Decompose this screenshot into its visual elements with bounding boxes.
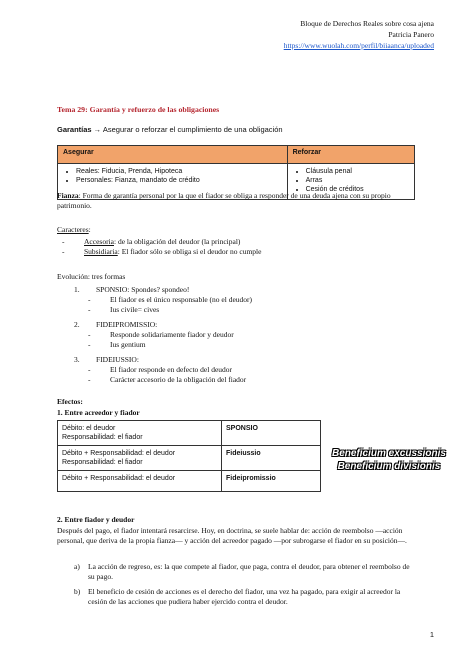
caracter-term: Subsidiaria — [84, 246, 118, 256]
list-item: Responde solidariamente fiador y deudor — [110, 329, 234, 339]
table-row — [58, 446, 321, 471]
garantias-line — [57, 125, 283, 135]
caracteres-list — [62, 237, 261, 257]
table-cell-type: SPONSIO — [222, 421, 321, 446]
list-item: Carácter accesorio de la obligación del fiador — [110, 374, 247, 384]
caracter-term: Accesoria — [84, 237, 114, 246]
list-item: El fiador es el único responsable (no el deudor) — [110, 294, 253, 304]
list-item: • Personales: Fianza, mandato de crédito — [76, 177, 282, 186]
table-header-reforzar: Reforzar — [287, 146, 414, 164]
evolucion-item-3: 3. FIDEIUSSIO: - El fiador responde en defecto del deudor - Carácter accesorio de la obligación del fiador — [74, 355, 247, 384]
caracteres-colon: : — [88, 225, 91, 234]
garantias-term: Garantías — [57, 125, 92, 134]
caracteres-title: Caracteres — [57, 225, 89, 234]
fianza-paragraph — [57, 191, 417, 211]
item-number: 2. — [74, 320, 80, 329]
item-label: FIDEIUSSIO: — [96, 355, 139, 364]
list-item: - Accesoria: de la obligación del deudor (la principal) — [62, 237, 241, 246]
section-2-item-a — [74, 562, 414, 582]
list-item: • Cláusula penal — [306, 168, 409, 177]
section-2-item-b — [74, 587, 414, 607]
header-subject: Bloque de Derechos Reales sobre cosa ajena — [300, 19, 434, 28]
list-item: • Cesión de créditos — [306, 186, 409, 195]
table-cell-text: Débito + Responsabilidad: el deudor — [62, 475, 176, 483]
fianza-text: : Forma de garantía personal por la que el fiador se obliga a responder de una deuda ajena con su propio patrimonio. — [57, 191, 391, 210]
item-mark: a) — [74, 562, 80, 571]
header-link[interactable]: https://www.wuolah.com/perfil/biiaanca/uploaded — [283, 40, 434, 50]
table-cell-text: Responsabilidad: el fiador — [62, 459, 143, 467]
evolucion-item-1: 1. SPONSIO: Spondes? spondeo! - El fiador es el único responsable (no el deudor) - Ius civile= cives — [74, 285, 253, 314]
page-header — [284, 19, 434, 52]
table-row — [58, 421, 321, 446]
item-number: 1. — [74, 285, 80, 294]
page-number: 1 — [429, 630, 434, 639]
table-row — [58, 471, 321, 492]
item-text: El beneficio de cesión de acciones es el derecho del fiador, una vez ha pagado, para exigir al acreedor la cesión de las acciones que pudiera haber ejercido contra el deudor. — [88, 587, 401, 606]
list-item: Ius civile= cives — [110, 304, 160, 314]
garantias-text: Asegurar o reforzar el cumplimiento de una obligación — [102, 125, 283, 134]
header-author: Patricia Panero — [388, 29, 434, 39]
efectos-table — [57, 420, 321, 492]
item-text: La acción de regreso, es: la que compete al fiador, que paga, contra el deudor, para obtener el reembolso de su pago. — [88, 562, 410, 581]
evolucion-item-2: 2. FIDEIPROMISSIO: - Responde solidariamente fiador y deudor - Ius gentium — [74, 320, 234, 349]
stamp-line: Beneficium divisionis — [337, 460, 441, 472]
table-cell-text: Débito: el deudor — [62, 425, 116, 432]
item-number: 3. — [74, 355, 80, 364]
item-mark: b) — [74, 587, 81, 596]
document-title: Tema 29: Garantía y refuerzo de las obligaciones — [57, 105, 220, 114]
list-item: El fiador responde en defecto del deudor — [110, 364, 233, 374]
arrow-glyph: → — [93, 125, 101, 134]
fianza-term: Fianza — [57, 191, 79, 200]
table-cell-type: Fideipromissio — [222, 471, 321, 492]
section-2-heading: 2. Entre fiador y deudor — [57, 515, 135, 524]
table-cell-text: Responsabilidad: el fiador — [62, 434, 143, 442]
section-2-paragraph: Después del pago, el fiador intentará resarcirse. Hoy, en doctrina, se suele hablar de: acción de reembolso —acción personal, que deriva de la propia fianza— y acción del acreedor pagado —por subrogarse el fiador en su posición—. — [57, 526, 407, 545]
stamp-line: Beneficium excussionis — [332, 448, 446, 459]
table-cell-type: Fideiussio — [222, 446, 321, 471]
caracter-text: : El fiador sólo se obliga si el deudor no cumple — [117, 246, 262, 256]
list-item: • Arras — [306, 177, 409, 186]
item-label: FIDEIPROMISSIO: — [96, 320, 158, 329]
efectos-subheading-1: 1. Entre acreedor y fiador — [57, 408, 140, 417]
caracter-text: : de la obligación del deudor (la principal) — [113, 237, 241, 246]
list-item: • Reales: Fiducia, Prenda, Hipoteca — [76, 168, 282, 177]
table-header-asegurar: Asegurar — [58, 146, 288, 164]
caracteres-heading — [57, 225, 91, 235]
list-item: Ius gentium — [110, 339, 146, 349]
list-item: - Subsidiaria: El fiador sólo se obliga si el deudor no cumple — [62, 246, 262, 256]
beneficium-stamp — [332, 448, 446, 473]
table-cell-text: Débito + Responsabilidad: el deudor — [62, 450, 176, 458]
evolucion-heading: Evolución: tres formas — [57, 272, 126, 281]
item-label: SPONSIO: Spondes? spondeo! — [96, 285, 190, 294]
efectos-heading: Efectos: — [57, 397, 83, 406]
